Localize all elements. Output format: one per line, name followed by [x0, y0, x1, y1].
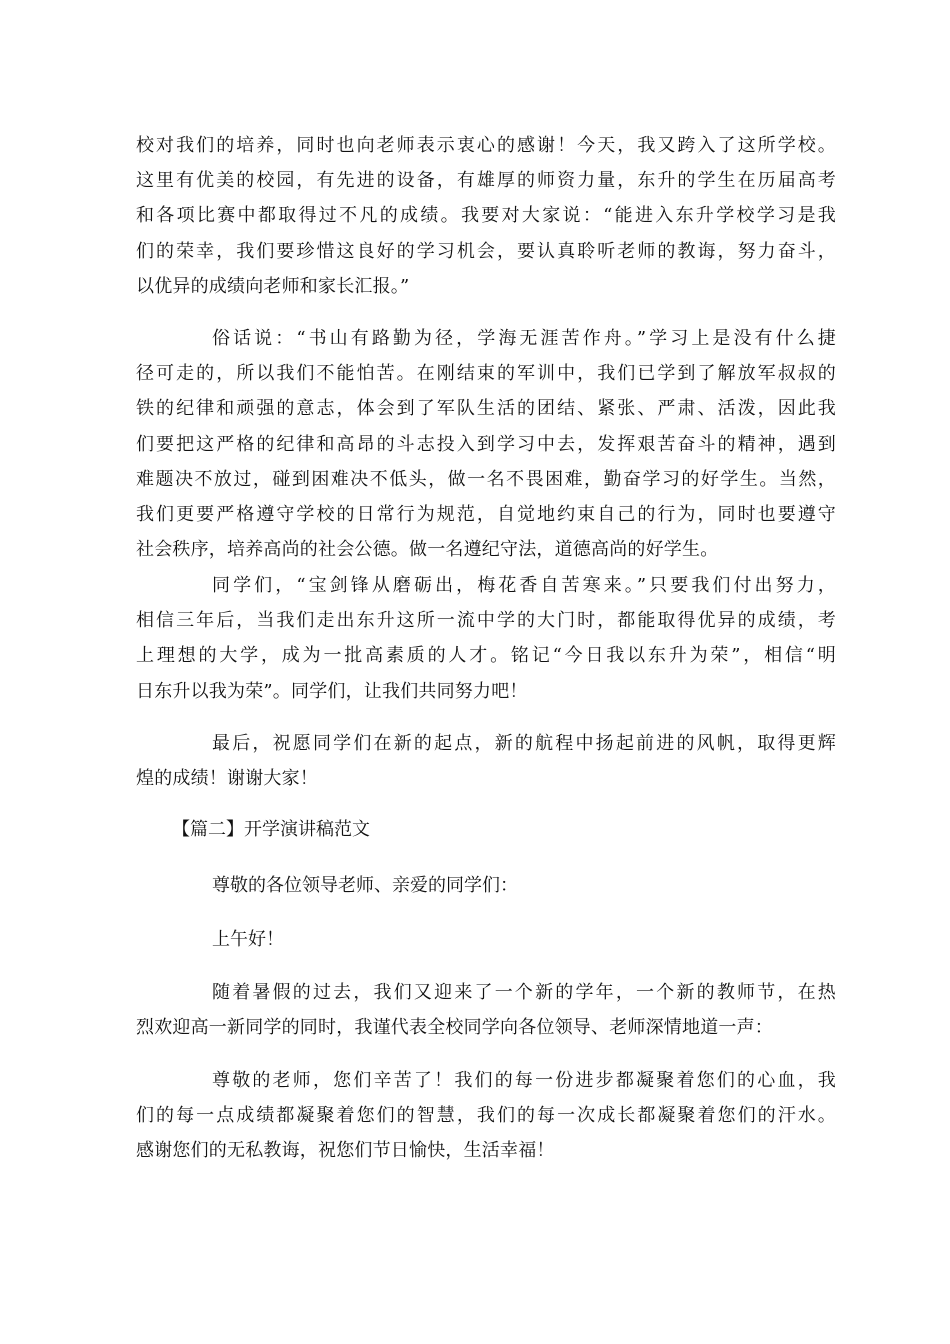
section-heading: 【篇二】开学演讲稿范文 — [172, 819, 370, 840]
text-line: 煌的成绩！谢谢大家！ — [136, 768, 318, 790]
text-line: 校对我们的培养，同时也向老师表示衷心的感谢！今天，我又跨入了这所学校。 — [136, 135, 836, 156]
greeting: 上午好！ — [212, 929, 284, 950]
text-line: 径可走的，所以我们不能怕苦。在刚结束的军训中，我们已学到了解放军叔叔的 — [136, 363, 836, 385]
salutation: 尊敬的各位领导老师、亲爱的同学们： — [212, 875, 518, 896]
text-line: 烈欢迎高一新同学的同时，我谨代表全校同学向各位领导、老师深情地道一声： — [136, 1017, 773, 1039]
paragraph-1 — [136, 128, 836, 304]
paragraph-6 — [136, 1063, 836, 1169]
text-line: 们的荣幸，我们要珍惜这良好的学习机会，要认真聆听老师的教诲，努力奋斗， — [136, 240, 836, 262]
text-line: 这里有优美的校园，有先进的设备，有雄厚的师资力量，东升的学生在历届高考 — [136, 170, 836, 192]
paragraph-5 — [136, 975, 836, 1045]
text-line: 最后，祝愿同学们在新的起点，新的航程中扬起前进的风帆，取得更辉 — [212, 733, 836, 754]
paragraph-3 — [136, 568, 836, 709]
text-line: 上理想的大学，成为一批高素质的人才。铭记“今日我以东升为荣”，相信“明 — [136, 645, 836, 667]
paragraph-4 — [136, 726, 836, 796]
text-line: 我们更要严格遵守学校的日常行为规范，自觉地约束自己的行为，同时也要遵守 — [136, 504, 836, 526]
text-line: 尊敬的老师，您们辛苦了！我们的每一份进步都凝聚着您们的心血，我 — [212, 1070, 836, 1091]
text-line: 难题决不放过，碰到困难决不低头，做一名不畏困难，勤奋学习的好学生。当然， — [136, 468, 836, 490]
paragraph-2 — [136, 321, 836, 567]
text-line: 俗话说：“书山有路勤为径，学海无涯苦作舟。”学习上是没有什么捷 — [212, 328, 836, 349]
text-line: 日东升以我为荣”。同学们，让我们共同努力吧！ — [136, 680, 528, 702]
text-line: 们要把这严格的纪律和高昂的斗志投入到学习中去，发挥艰苦奋斗的精神，遇到 — [136, 433, 836, 455]
text-line: 社会秩序，培养高尚的社会公德。做一名遵纪守法，道德高尚的好学生。 — [136, 539, 719, 561]
text-line: 感谢您们的无私教诲，祝您们节日愉快，生活幸福！ — [136, 1140, 555, 1162]
text-line: 铁的纪律和顽强的意志，体会到了军队生活的团结、紧张、严肃、活泼，因此我 — [136, 398, 836, 420]
text-line: 以优异的成绩向老师和家长汇报。” — [136, 275, 410, 297]
text-line: 随着暑假的过去，我们又迎来了一个新的学年，一个新的教师节，在热 — [212, 982, 836, 1003]
text-line: 们的每一点成绩都凝聚着您们的智慧，我们的每一次成长都凝聚着您们的汗水。 — [136, 1105, 836, 1127]
text-line: 和各项比赛中都取得过不凡的成绩。我要对大家说：“能进入东升学校学习是我 — [136, 205, 836, 227]
text-line: 相信三年后，当我们走出东升这所一流中学的大门时，都能取得优异的成绩，考 — [136, 610, 836, 632]
text-line: 同学们，“宝剑锋从磨砺出，梅花香自苦寒来。”只要我们付出努力， — [212, 575, 836, 596]
